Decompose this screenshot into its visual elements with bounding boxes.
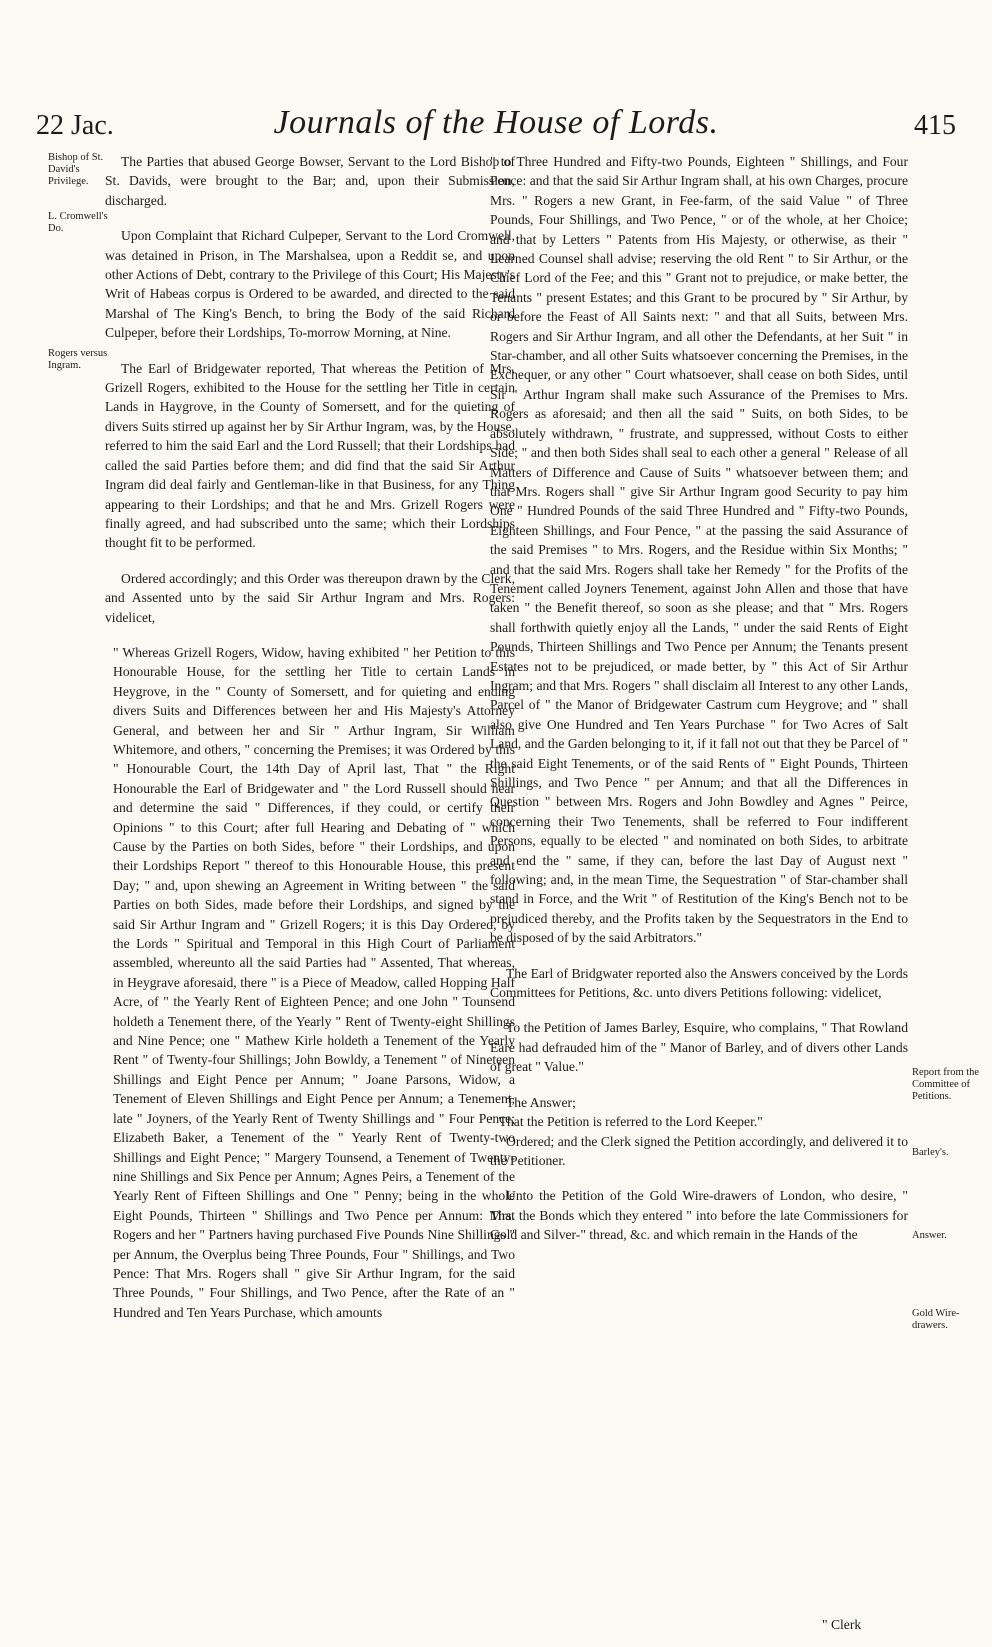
margin-note-bishop: Bishop of St. David's Privilege. [48,152,104,187]
catchword: " Clerk [822,1617,862,1632]
margin-note-barley: Barley's. [912,1147,949,1158]
paragraph-answer-text: " That the Petition is referred to the Lord Keeper." [490,1114,763,1130]
paragraph-barley-petition: To the Petition of James Barley, Esquire, who complains, " That Rowland Eare had defrauded him of the " Manor of Barley, and of divers other Lands of great " Value." [490,1020,908,1075]
paragraph-bridgewater-report: The Earl of Bridgewater reported, That whereas the Petition of Mrs. Grizell Rogers, exhibited to the House for the settling her Title in certain Lands in Haygrove, in the County of Somersett, and for the quieting of divers Suits stirred up against her by Sir Arthur Ingram, was, by the House, referred to him the said Earl and the Lord Russell; that their Lordships had called the said Parties before them; and did find that the said Sir Arthur Ingram did deal fairly and Gentleman-like in that Business, for any Thing appearing to their Lordships; and that he and Mrs. Grizell Rogers were finally agreed, and had subscribed unto the same; which their Lordships thought fit to be performed. [105,360,515,551]
paragraph-ordered-clerk: Ordered; and the Clerk signed the Petition accordingly, and delivered it to the Petitioner. [490,1133,908,1168]
journal-title: Journals of the House of Lords. [273,104,719,141]
paragraph-bowser: The Parties that abused George Bowser, Servant to the Lord Bishop of St. Davids, were brought to the Bar; and, upon their Submission, discharged. [105,154,515,208]
page-number: 415 [914,110,956,141]
left-column [105,152,515,1338]
paragraph-culpeper: Upon Complaint that Richard Culpeper, Servant to the Lord Cromwell, was detained in Prison, in The Marshalsea, upon a Reddit se, and upon other Actions of Debt, contrary to the Privilege of this Court; His Majesty's Writ of Habeas corpus is Ordered to be awarded, and directed to the said Marshal of The King's Bench, to bring the Body of the said Richard Culpeper, before their Lordships, To-morrow Morning, at Nine. [105,228,515,341]
running-header [36,104,956,152]
margin-note-cromwell: L. Cromwell's Do. [48,211,108,234]
paragraph-goldwire-petition: Unto the Petition of the Gold Wire-drawers of London, who desire, " That the Bonds which they entered " into before the late Commissioners for Gold and Silver-" thread, &c. and which remain in the Hands of the [490,1188,908,1243]
paragraph-order-text: " Whereas Grizell Rogers, Widow, having exhibited " her Petition to this Honourable House, for the settling her Title to certain Lands in Heygrove, in the " County of Somersett, and for quieting and ending divers Suits and Differences between her and His Majesty's Attorney General, and between her and Sir " Arthur Ingram, Sir William Whitemore, and others, " concerning the Premises; it was Ordered by this " Honourable Court, the 14th Day of April last, That " the Right Honourable the Earl of Bridgewater and " the Lord Russell should hear and determine the said " Differences, if they could, or certify their Opinions " to this Court; after full Hearing and Debating of " which Cause by the Parties on both Sides, before " their Lordships, and upon their Lordships Report " thereof to this Honourable House, this present Day; " and, upon shewing an Agreement in Writing between " the said Parties on both Sides, made before their Lordships, and signed by the said Sir Arthur Ingram and " Grizell Rogers; it is this Day Ordered, by the Lords " Spiritual and Temporal in this High Court of Parliament assembled, whereunto all the said Parties had " Assented, That whereas, in Heygrave aforesaid, there " is a Piece of Meadow, called Hopping Half Acre, of " the Yearly Rent of Eighteen Pence; and one John " Tounsend holdeth a Tenement there, of the Yearly " Rent of Twenty-eight Shillings and Nine Pence; one " Mathew Kirle holdeth a Tenement of the Yearly Rent " of Twenty-four Shillings; John Bowldy, a Tenement " of Nineteen Shillings and Eight Pence per Annum; " Joane Parsons, Widow, a Tenement of Eleven Shillings and Eight Pence per Annum; a Tenement, late " Joyners, of the Yearly Rent of Twenty Shillings and " Four Pence; Elizabeth Baker, a Tenement of the " Yearly Rent of Twenty-two Shillings and Eight Pence; " Margery Tounsend, a Tenement of Twenty-nine Shillings and Six Pence per Annum; Agnes Peirs, a Tenement of the Yearly Rent of Fifteen Shillings and One " Penny; being in the whole Eight Pounds, Thirteen " Shillings and Two Pence per Annum: Mrs. Rogers and her " Partners having purchased Five Pounds Nine Shillings " per Annum, the Overplus being Three Pounds, Four " Shillings, and Two Pence: That Mrs. Rogers shall " give Sir Arthur Ingram, for the said Three Pounds, " Four Shillings, and Two Pence, after the Rate of an " Hundred and Ten Years Purchase, which amounts [113,644,515,1320]
paragraph-answer-label: The Answer; [506,1094,576,1110]
right-column [490,152,908,1261]
paragraph-answers-report: The Earl of Bridgwater reported also the Answers conceived by the Lords Committees for Petitions, &c. unto divers Petitions following: videlicet, [490,965,908,1001]
paragraph-order-continued: " to Three Hundred and Fifty-two Pounds, Eighteen " Shillings, and Four Pence: and that the said Sir Arthur Ingram shall, at his own Charges, procure Mrs. " Rogers a new Grant, in Fee-farm, of the said Value " of Three Pounds, Four Shillings, and Two Pence, " or of the whole, at her Choice; and that by Letters " Patents from His Majesty, or otherwise, as their " Learned Counsel shall advise; reserving the old Rent " to Sir Arthur, or the Chief Lord of the Fee; and this " Grant not to prejudice, or make better, the Tenants " present Estates; and this Grant to be procured by " Sir Arthur, by or before the Feast of All Saints next: " and that all Suits, between Mrs. Rogers and Sir Arthur Ingram, and all other the Defendants, at her Suit " in Star-chamber, and all other Suits whatsoever concerning the Premises, in the Exchequer, or any other " Court whatsoever, shall cease on both Sides, until Sir " Arthur Ingram shall make such Assurance of the Premises to Mrs. Rogers as aforesaid; and then all the said " Suits, on both Sides, to be absolutely withdrawn, " frustrate, and suppressed, without Costs to either Side; " and then both Sides shall seal to each other a general " Release of all Matters of Difference and Cause of Suits " whatsoever between them; and that Mrs. Rogers shall " give Sir Arthur Ingram good Security to pay him One " Hundred Pounds of the said Three Hundred and " Fifty-two Pounds, Eighteen Shillings, and Four Pence, " at the passing the said Assurance of the said Premises " to Mrs. Rogers, and the Residue within Six Months; " and that the said Mrs. Rogers shall take her Remedy " for the Profits of the Tenement called Joyners Tenement, against John Allen and those that have taken " the Benefit thereof, so soon as she please; and that " Mrs. Rogers shall forthwith quietly enjoy all the Lands, " under the said Rents of Eight Pounds, Thirteen Shillings and Two Pence per Annum; the Tenants present Estates not to be prejudiced, or made better, by " this Act of Sir Arthur Ingram; and that Mrs. Rogers " shall disclaim all Interest to any other Lands, Parcel of " the Manor of Bridgewater Castrum cum Heygrove; and " shall also give One Hundred and Ten Years Purchase " for Two Acres of Salt Land, and the Garden belonging to it, if it fall not out that they be Parcel of " the said Eight Tenements, or of the said Rents of " Eight Pounds, Thirteen Shillings, and Two Pence " per Annum; and that all the Differences in Question " between Mrs. Rogers and John Bowdley and Agnes " Peirce, concerning their Two Tenements, shall be referred to Four indifferent Persons, equally to be elected " and nominated on both Sides, to arbitrate and end the " same, if they can, before the last Day of August next " following; and, in the mean Time, the Sequestration " of Star-chamber shall stand in Force, and the Writ " of Restitution of the King's Bench not to be prejudiced thereby, and the Profits taken by the Sequestrators in the End to be disposed of by the said Arbitrators." [490,154,908,946]
margin-note-goldwire: Gold Wire-drawers. [912,1308,960,1331]
margin-note-rogers: Rogers versus Ingram. [48,348,108,371]
regnal-year: 22 Jac. [36,110,114,141]
paragraph-ordered: Ordered accordingly; and this Order was thereupon drawn by the Clerk, and Assented unto by the said Sir Arthur Ingram and Mrs. Rogers: videlicet, [105,570,515,625]
margin-note-report: Report from the Committee of Petitions. [912,1067,980,1102]
margin-note-answer: Answer. [912,1230,947,1241]
